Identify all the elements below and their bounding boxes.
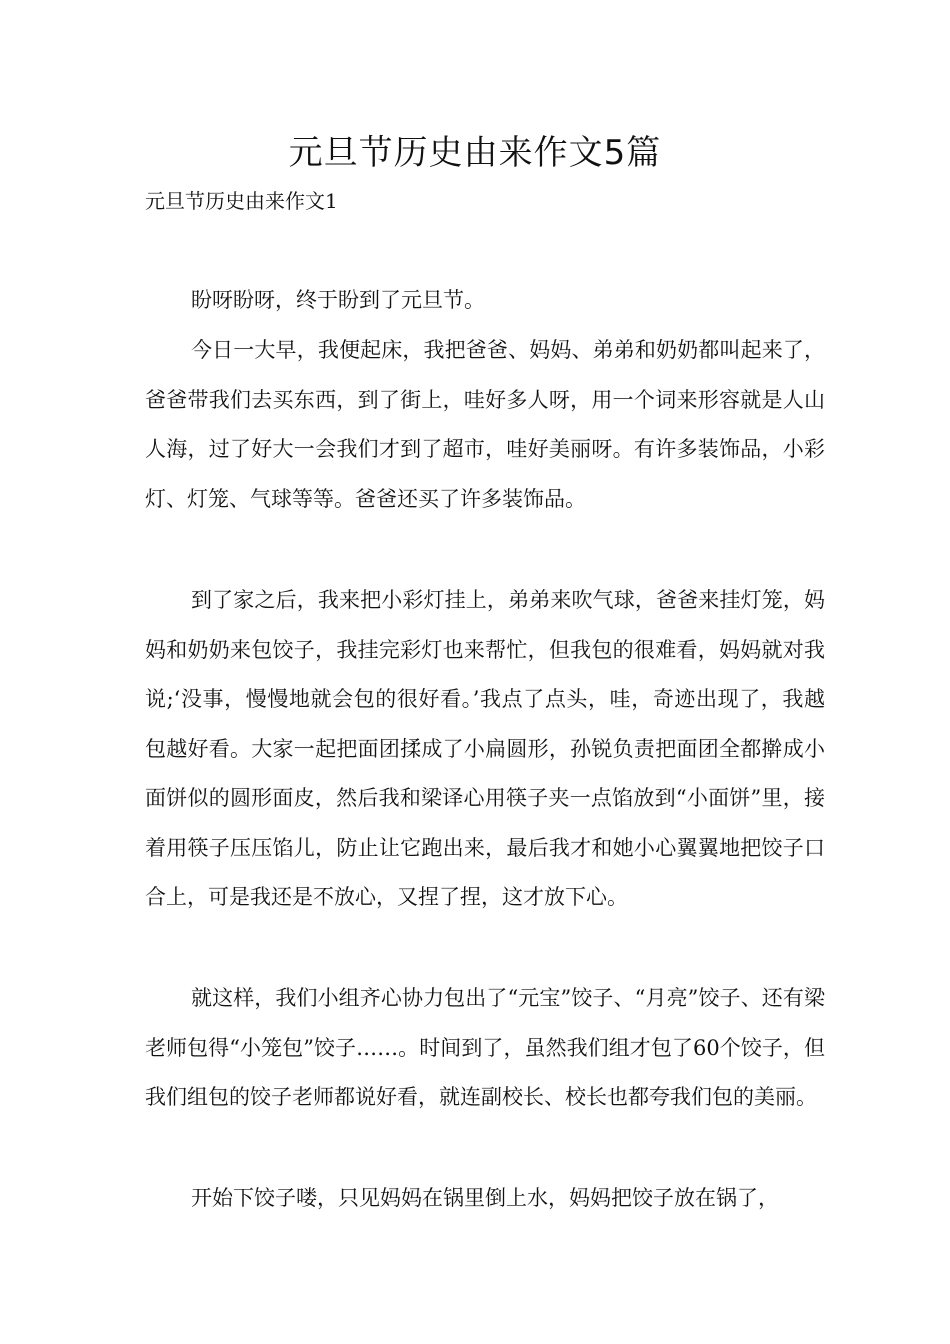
paragraph: 盼呀盼呀，终于盼到了元旦节。: [191, 288, 485, 312]
paragraph: 到了家之后，我来把小彩灯挂上，弟弟来吹气球，爸爸来挂灯笼，妈妈和奶奶来包饺子，我挂完彩灯也来帮忙，但我包的很难看，妈妈就对我说;‘没事，慢慢地就会包的很好看。’我点了点头，哇，奇迹出现了，我越包越好看。大家一起把面团揉成了小扁圆形，孙锐负责把面团全都擀成小面饼似的圆形面皮，然后我和梁译心用筷子夹一点馅放到“小面饼”里，接着用筷子压压馅儿，防止让它跑出来，最后我才和她小心翼翼地把饺子口合上，可是我还是不放心，又捏了捏，这才放下心。: [145, 588, 825, 909]
document-subtitle: 元旦节历史由来作文1: [145, 189, 338, 213]
paragraph: 今日一大早，我便起床，我把爸爸、妈妈、弟弟和奶奶都叫起来了，爸爸带我们去买东西，到了街上，哇好多人呀，用一个词来形容就是人山人海，过了好大一会我们才到了超市，哇好美丽呀。有许多装饰品，小彩灯、灯笼、气球等等。爸爸还买了许多装饰品。: [145, 338, 825, 511]
document-title: 元旦节历史由来作文5篇: [288, 133, 662, 173]
paragraph: 开始下饺子喽，只见妈妈在锅里倒上水，妈妈把饺子放在锅了，: [191, 1186, 779, 1210]
paragraph: 就这样，我们小组齐心协力包出了“元宝”饺子、“月亮”饺子、还有梁老师包得“小笼包”饺子……。时间到了，虽然我们组才包了60个饺子，但我们组包的饺子老师都说好看，就连副校长、校长也都夸我们包的美丽。: [145, 986, 825, 1109]
